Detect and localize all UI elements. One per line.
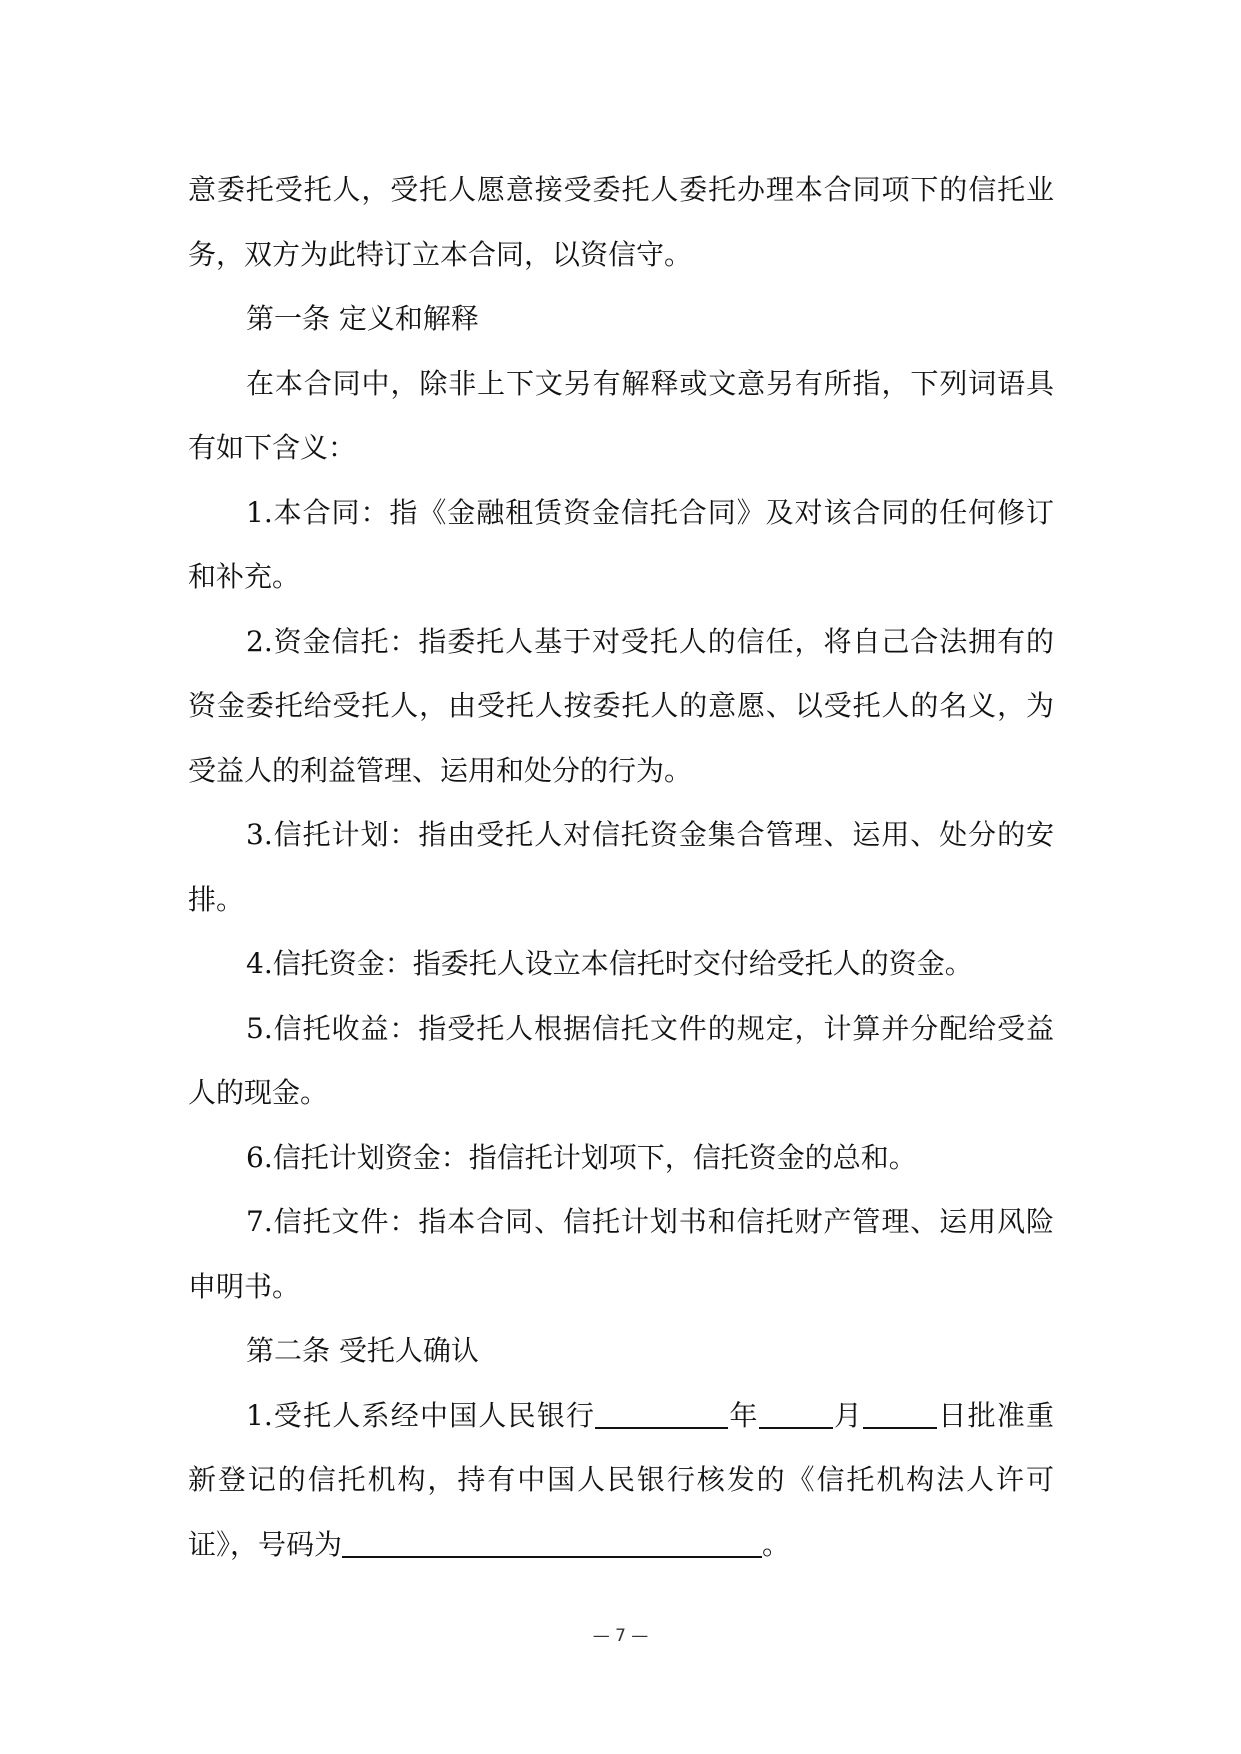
article-1-heading: 第一条 定义和解释 bbox=[246, 302, 479, 335]
confirm-clause-part2: 日批准重新登记的信托机构，持有中国人民银行核发的《信托机构法人许可证》，号码为 bbox=[188, 1398, 1054, 1561]
paragraph-intro: 意委托受托人，受托人愿意接受委托人委托办理本合同项下的信托业务，双方为此特订立本合同，以资信守。 bbox=[188, 173, 1054, 271]
paragraph-definitions-lead: 在本合同中，除非上下文另有解释或文意另有所指，下列词语具有如下含义： bbox=[188, 366, 1054, 464]
definition-item-3: 3.信托计划：指由受托人对信托资金集合管理、运用、处分的安排。 bbox=[188, 818, 1054, 916]
definition-item-1: 1.本合同：指《金融租赁资金信托合同》及对该合同的任何修订和补充。 bbox=[188, 495, 1054, 593]
confirm-clause-1 bbox=[188, 1384, 1054, 1578]
month-label: 月 bbox=[832, 1398, 864, 1432]
month-blank bbox=[759, 1397, 833, 1429]
confirm-clause-part1: 1.受托人系经中国人民银行 bbox=[246, 1398, 596, 1432]
article-2-heading: 第二条 受托人确认 bbox=[246, 1334, 479, 1367]
license-number-blank bbox=[342, 1526, 762, 1558]
definition-item-7: 7.信托文件：指本合同、信托计划书和信托财产管理、运用风险申明书。 bbox=[188, 1205, 1054, 1303]
year-label: 年 bbox=[728, 1398, 759, 1432]
confirm-clause-end: 。 bbox=[762, 1527, 791, 1561]
definition-item-4: 4.信托资金：指委托人设立本信托时交付给受托人的资金。 bbox=[246, 947, 973, 980]
definition-item-6: 6.信托计划资金：指信托计划项下，信托资金的总和。 bbox=[246, 1140, 917, 1174]
definition-item-5: 5.信托收益：指受托人根据信托文件的规定，计算并分配给受益人的现金。 bbox=[188, 1011, 1054, 1109]
document-body bbox=[188, 158, 1054, 1577]
definition-item-2: 2.资金信托：指委托人基于对受托人的信任，将自己合法拥有的资金委托给受托人，由受托人按委托人的意愿、以受托人的名义，为受益人的利益管理、运用和处分的行为。 bbox=[188, 624, 1054, 787]
year-blank bbox=[595, 1397, 728, 1429]
day-blank bbox=[863, 1397, 937, 1429]
page-number: — 7 — bbox=[592, 1626, 649, 1646]
